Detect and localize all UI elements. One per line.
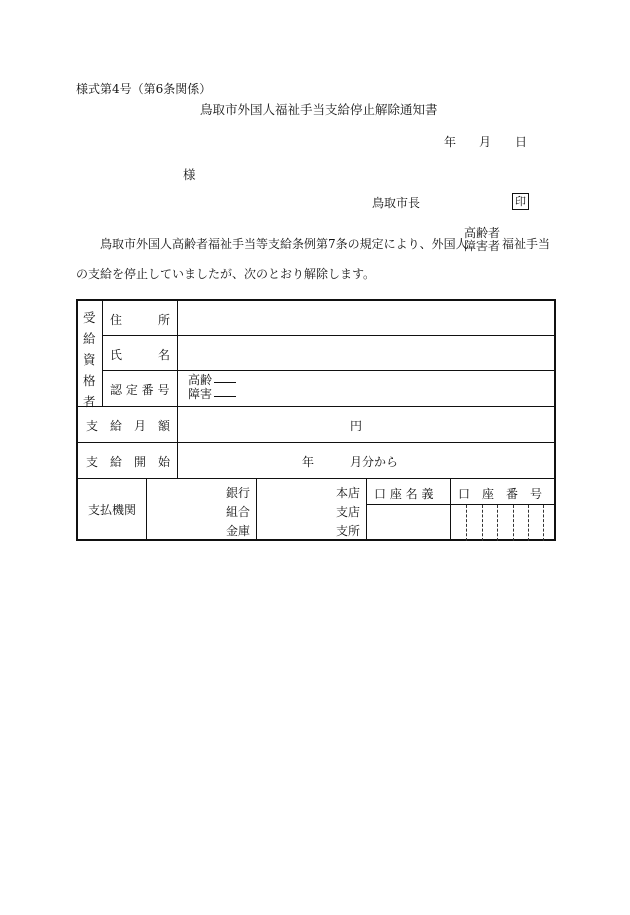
certification-options: [188, 373, 236, 401]
name-label: 氏 名: [110, 348, 171, 362]
date-month-label: 月: [479, 135, 492, 149]
body-line1-before: 鳥取市外国人高齢者福祉手当等支給条例第7条の規定により、外国人: [100, 237, 468, 251]
inst-type-union: 組合: [226, 505, 251, 519]
body-line1-after: 福祉手当: [502, 237, 551, 251]
document-title: 鳥取市外国人福祉手当支給停止解除通知書: [200, 102, 438, 117]
seal-mark: 印: [512, 193, 529, 210]
inst-type-bank: 銀行: [226, 486, 251, 500]
cert-option-elderly: 高齢: [188, 373, 213, 387]
date-day-label: 日: [515, 135, 528, 149]
branch-type-office: 支所: [336, 524, 361, 538]
option-elderly: 高齢者: [464, 226, 501, 240]
issuer-name: 鳥取市長: [372, 196, 421, 210]
branch-type-branch: 支店: [336, 505, 361, 519]
cert-option-disabled: 障害: [188, 387, 213, 401]
start-month-label: 月分から: [350, 455, 399, 469]
form-number: 様式第4号（第6条関係）: [76, 82, 212, 96]
option-stack: [464, 227, 500, 253]
start-year-label: 年: [302, 455, 315, 469]
account-number-label: 口 座 番 号: [458, 487, 543, 501]
branch-type-main: 本店: [336, 486, 361, 500]
recipient-label: 受 給 資 格 者: [83, 310, 96, 409]
monthly-amount-label: 支 給 月 額: [86, 419, 171, 433]
payment-start-label: 支 給 開 始: [86, 455, 171, 469]
date-year-label: 年: [444, 135, 457, 149]
payment-institution-label: 支払機関: [88, 503, 137, 517]
details-table: [76, 299, 556, 541]
address-label: 住 所: [110, 313, 171, 327]
addressee-suffix: 様: [183, 167, 196, 182]
account-holder-label: 口 座 名 義: [374, 487, 434, 501]
body-line1: [100, 235, 468, 252]
certification-number-label: 認 定 番 号: [110, 383, 170, 397]
option-disabled: 障害者: [464, 239, 501, 253]
inst-type-credit: 金庫: [226, 524, 251, 538]
amount-unit: 円: [350, 419, 363, 433]
body-line2: の支給を停止していましたが、次のとおり解除します。: [76, 267, 376, 281]
